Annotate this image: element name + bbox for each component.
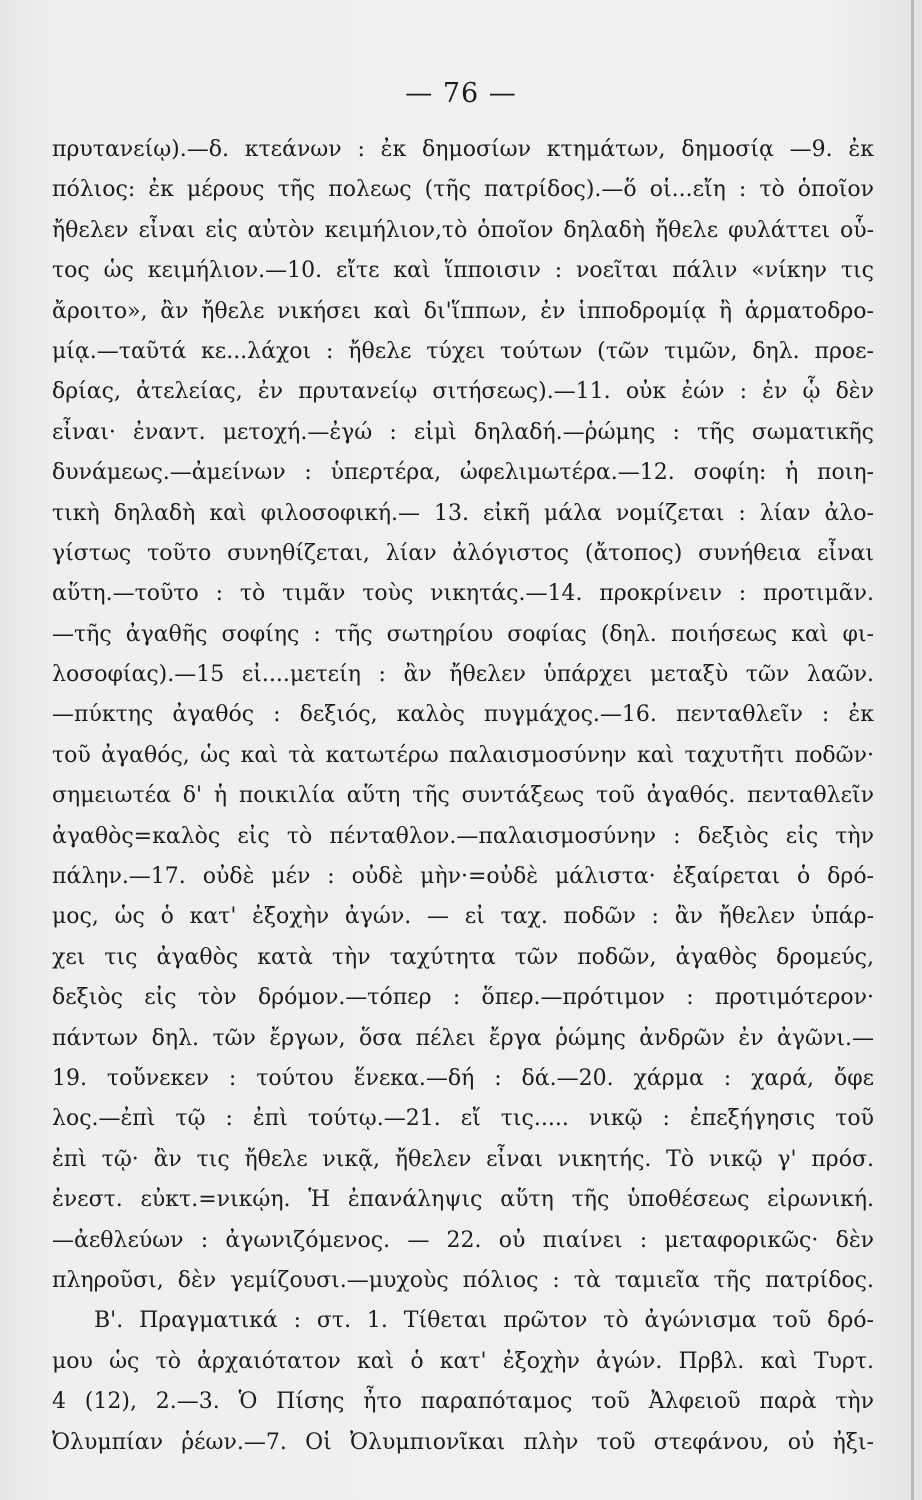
text-line: ἤθελεν εἶναι εἰς αὐτὸν κειμήλιον,τὸ ὁποῖον δηλαδὴ ἤθελε φυλάττει οὗ- xyxy=(52,217,874,243)
text-line: χει τις ἀγαθὸς κατὰ τὴν ταχύτητα τῶν ποδῶν, ἀγαθὸς δρομεύς, xyxy=(52,944,874,970)
text-line: μος, ὡς ὁ κατ' ἐξοχὴν ἀγών. — εἰ ταχ. ποδῶν : ἂν ἤθελεν ὑπάρ- xyxy=(52,904,874,930)
text-line: τος ὡς κειμήλιον.—10. εἴτε καὶ ἵπποισιν : νοεῖται πάλιν «νίκην τις xyxy=(52,258,874,284)
text-line: λος.—ἐπὶ τῷ : ἐπὶ τούτῳ.—21. εἴ τις..... νικῷ : ἐπεξήγησις τοῦ xyxy=(52,1106,874,1132)
text-line: —ἀεθλεύων : ἀγωνιζόμενος. — 22. οὐ πιαίνει : μεταφορικῶς· δὲν xyxy=(52,1227,874,1253)
text-line: δυνάμεως.—ἀμείνων : ὑπερτέρα, ὠφελιμωτέρα.—12. σοφίη: ἡ ποιη- xyxy=(52,460,874,486)
text-line: ἐπὶ τῷ· ἂν τις ἤθελε νικᾷ, ἤθελεν εἶναι νικητής. Τὸ νικῷ γ' πρόσ. xyxy=(52,1146,874,1172)
text-line: ἐνεστ. εὐκτ.=νικῴη. Ἡ ἐπανάληψις αὕτη τῆς ὑποθέσεως εἰρωνική. xyxy=(52,1187,874,1213)
text-line: τοῦ ἀγαθός, ὡς καὶ τὰ κατωτέρω παλαισμοσύνην καὶ ταχυτῆτι ποδῶν· xyxy=(52,742,874,768)
commentary-text xyxy=(52,130,874,1463)
text-line: —πύκτης ἀγαθός : δεξιός, καλὸς πυγμάχος.—16. πενταθλεῖν : ἐκ xyxy=(52,702,874,728)
page-number: — 76 — xyxy=(405,78,517,109)
text-line: αὕτη.—τοῦτο : τὸ τιμᾶν τοὺς νικητάς.—14. προκρίνειν : προτιμᾶν. xyxy=(52,581,874,607)
text-line: λοσοφίας).—15 εἰ....μετείη : ἂν ἤθελεν ὑπάρχει μεταξὺ τῶν λαῶν. xyxy=(52,662,874,688)
text-line: μου ὡς τὸ ἀρχαιότατον καὶ ὁ κατ' ἐξοχὴν ἀγών. Πρβλ. καὶ Τυρτ. xyxy=(52,1348,874,1374)
text-line: 4 (12), 2.—3. Ὁ Πίσης ἦτο παραπόταμος τοῦ Ἀλφειοῦ παρὰ τὴν xyxy=(52,1389,874,1415)
text-line: Ὀλυμπίαν ῥέων.—7. Οἱ Ὀλυμπιονῖκαι πλὴν τοῦ στεφάνου, οὐ ἠξι- xyxy=(52,1429,874,1455)
text-line: δεξιὸς εἰς τὸν δρόμον.—τόπερ : ὅπερ.—πρότιμον : προτιμότερον· xyxy=(52,985,874,1011)
text-line: 19. τοὔνεκεν : τούτου ἕνεκα.—δή : δά.—20. χάρμα : χαρά, ὄφε xyxy=(52,1065,874,1091)
text-line: μίᾳ.—ταῦτά κε...λάχοι : ἤθελε τύχει τούτων (τῶν τιμῶν, δηλ. προε- xyxy=(52,338,874,364)
text-line: πρυτανείῳ).—δ. κτεάνων : ἐκ δημοσίων κτημάτων, δημοσίᾳ —9. ἐκ xyxy=(52,137,874,162)
text-line: ἀγαθὸς=καλὸς εἰς τὸ πένταθλον.—παλαισμοσύνην : δεξιὸς εἰς τὴν xyxy=(52,823,874,849)
text-line: πάντων δηλ. τῶν ἔργων, ὅσα πέλει ἔργα ῥώμης ἀνδρῶν ἐν ἀγῶνι.— xyxy=(52,1025,874,1051)
text-line: εἶναι· ἐναντ. μετοχή.—ἐγώ : εἰμὶ δηλαδή.—ῥώμης : τῆς σωματικῆς xyxy=(52,419,874,445)
text-line: Β'. Πραγματικά : στ. 1. Τίθεται πρῶτον τὸ ἀγώνισμα τοῦ δρό- xyxy=(94,1308,874,1334)
text-line: πόλιος: ἐκ μέρους τῆς πολεως (τῆς πατρίδος).—ὅ οἱ...εἴη : τὸ ὁποῖον xyxy=(52,177,874,203)
text-line: πάλην.—17. οὐδὲ μέν : οὐδὲ μὴν·=οὐδὲ μάλιστα· ἐξαίρεται ὁ δρό- xyxy=(52,864,874,890)
text-line: —τῆς ἀγαθῆς σοφίης : τῆς σωτηρίου σοφίας (δηλ. ποιήσεως καὶ φι- xyxy=(52,621,874,647)
text-line: πληροῦσι, δὲν γεμίζουσι.—μυχοὺς πόλιος : τὰ ταμιεῖα τῆς πατρίδος. xyxy=(52,1267,874,1293)
text-line: δρίας, ἀτελείας, ἐν πρυτανείῳ σιτήσεως).—11. οὐκ ἐών : ἐν ᾧ δὲν xyxy=(52,379,874,405)
page-edge xyxy=(911,0,914,1500)
text-line: ἄροιτο», ἂν ἤθελε νικήσει καὶ δι'ἵππων, ἐν ἱπποδρομίᾳ ἢ ἁρματοδρο- xyxy=(52,298,874,324)
text-line: γίστως τοῦτο συνηθίζεται, λίαν ἀλόγιστος (ἄτοπος) συνήθεια εἶναι xyxy=(52,540,874,566)
text-line: τικὴ δηλαδὴ καὶ φιλοσοφική.— 13. εἰκῆ μάλα νομίζεται : λίαν ἀλο- xyxy=(52,500,874,526)
text-line: σημειωτέα δ' ἡ ποικιλία αὕτη τῆς συντάξεως τοῦ ἀγαθός. πενταθλεῖν xyxy=(52,783,874,809)
